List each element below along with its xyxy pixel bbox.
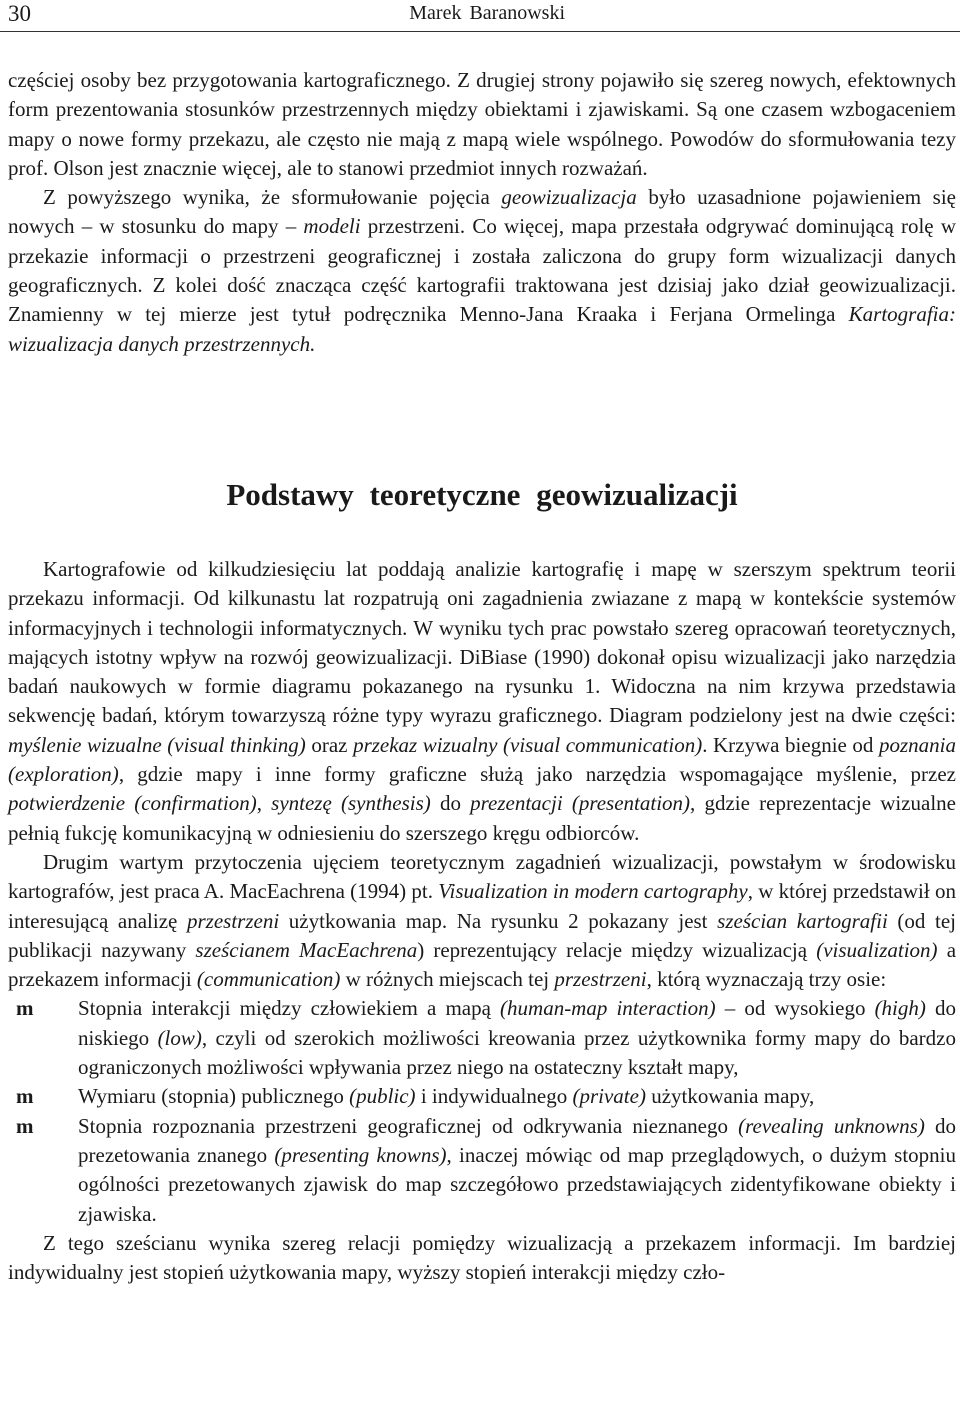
page-number: 30 [8,1,31,26]
paragraph: Z powyższego wynika, że sformułowanie pojęcia geowizualizacja było uzasadnione pojawieniem się nowych – w stosunku do mapy – modeli przestrzeni. Co więcej, mapa przestała odgrywać dominującą rolę w przekazie informacji o przestrzeni geograficznej i została zaliczona do grupy form wizualizacji danych geograficznych. Z kolei dość znacząca część kartografii traktowana jest dzisiaj jako dział geowizualizacji. Znamienny w tej mierze jest tytuł podręcznika Menno-Jana Kraaka i Ferjana Ormelinga Kartografia: wizualizacja danych przestrzennych. [8,185,956,356]
bullet-icon: m [16,1113,34,1138]
list-item: m Wymiaru (stopnia) publicznego (public) i indywidualnego (private) użytkowania mapy, [8,1082,956,1111]
paragraph: Kartografowie od kilkudziesięciu lat poddają analizie kartografię i mapę w szerszym spektrum teorii przekazu informacji. Od kilkunastu lat rozpatrują oni zagadnienia zwiazane z mapą w kontekście systemów informacyjnych i technologii informatycznych. W wyniku tych prac powstało szereg opracowań teoretycznych, mających istotny wpływ na rozwój geowizualizacji. DiBiase (1990) dokonał opisu wizualizacji jako narzędzia badań naukowych w formie diagramu pokazanego na rysunku 1. Widoczna na nim krzywa przedstawia sekwencję badań, którym towarzyszą różne typy wyrazu graficznego. Diagram podzielony jest na dwie części: myślenie wizualne (visual thinking) oraz przekaz wizualny (visual communication). Krzywa biegnie od poznania (exploration), gdzie mapy i inne formy graficzne służą jako narzędzia wspomagające myślenie, przez potwierdzenie (confirmation), syntezę (synthesis) do prezentacji (presentation), gdzie reprezentacje wizualne pełnią fukcję komunikacyjną w odniesieniu do szerszego kręgu odbiorców. [8,556,956,845]
list-item: m Stopnia rozpoznania przestrzeni geograficznej od odkrywania nieznanego (revealing unknowns) do prezetowania znanego (presenting knowns), inaczej mówiąc od map przeglądowych, o dużym stopniu ogólności prezetowanych zjawisk do map szczegółowo przedstawiających zidentyfikowane obiekty i zjawiska. [16,1113,957,1226]
header-rule [0,31,960,32]
bullet-icon: m [16,996,34,1021]
page-body [8,66,956,1287]
bullet-icon: m [16,1084,34,1109]
paragraph: Z tego sześcianu wynika szereg relacji pomiędzy wizualizacją a przekazem informacji. Im bardziej indywidualny jest stopień użytkowania mapy, wyższy stopień interakcji między czło- [8,1230,956,1285]
list-item: m Stopnia interakcji między człowiekiem a mapą (human-map interaction) – od wysokiego (high) do niskiego (low), czyli od szerokich możliwości kreowania przez użytkownika formy mapy do bardzo ograniczonych możliwości wpływania przez niego na ostateczny kształt mapy, [16,996,957,1080]
paragraph: Drugim wartym przytoczenia ujęciem teoretycznym zagadnień wizualizacji, powstałym w środowisku kartografów, jest praca A. MacEachrena (1994) pt. Visualization in modern cartography, w której przedstawił on interesującą analizę przestrzeni użytkowania map. Na rysunku 2 pokazany jest sześcian kartografii (od tej publikacji nazywany sześcianem MacEachrena) reprezentujący relacje między wizualizacją (visualization) a przekazem informacji (communication) w różnych miejscach tej przestrzeni, którą wyznaczają trzy osie: [8,849,957,992]
page-header [0,0,960,32]
paragraph: częściej osoby bez przygotowania kartograficznego. Z drugiej strony pojawiło się szereg nowych, efektownych form prezentowania stosunków przestrzennych między obiektami i zjawiskami. Są one czasem wzbogaceniem mapy o nowe formy przekazu, ale często nie mają z mapą wiele wspólnego. Powodów do sformułowania tezy prof. Olson jest znacznie więcej, ale to stanowi przedmiot innych rozważań. [8,68,956,180]
axes-list [8,994,956,1228]
section-heading: Podstawy teoretyczne geowizualizacji [226,476,738,512]
running-head-author: Marek Baranowski [409,2,565,24]
